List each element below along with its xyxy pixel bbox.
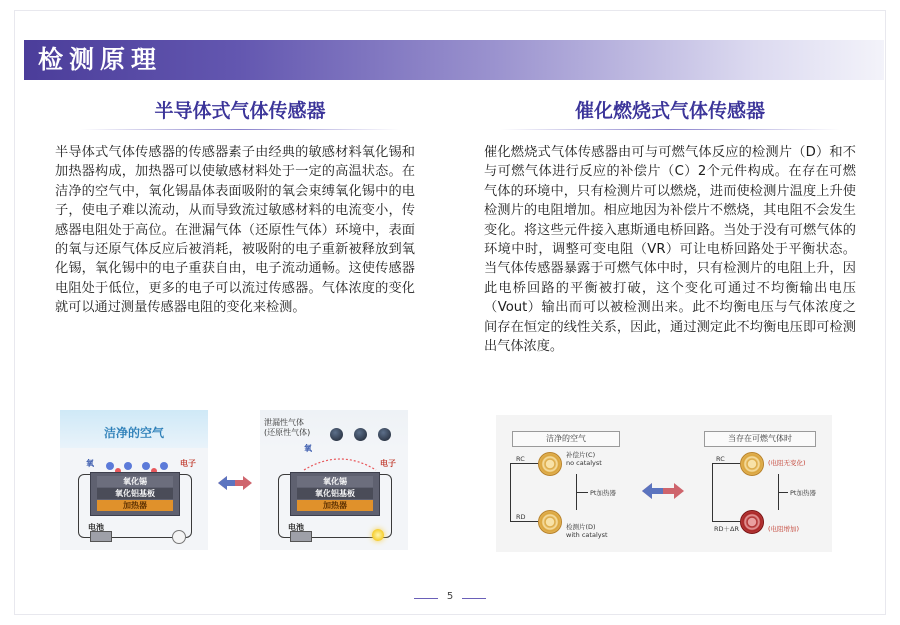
rc-label: RC: [716, 455, 725, 463]
gas-molecule: [378, 428, 391, 441]
bulb-off-icon: [172, 530, 186, 544]
tin-oxide-layer: 氧化锡: [97, 476, 173, 487]
clean-air-panel: [60, 410, 208, 550]
page-number-line-right: [462, 598, 486, 599]
heater-layer: 加热器: [97, 500, 173, 511]
increase-label: (电阻增加): [768, 525, 800, 533]
tin-oxide-layer: 氧化锡: [297, 476, 373, 487]
rc-label: RC: [516, 455, 525, 463]
oxygen-dot: [142, 462, 150, 470]
page-number: 5: [446, 591, 454, 602]
bulb-lit-icon: [372, 529, 384, 541]
semiconductor-section-title: 半导体式气体传感器: [154, 100, 326, 122]
alumina-substrate-layer: 氧化铝基板: [97, 488, 173, 499]
electron-label: 电子: [180, 459, 196, 468]
pt-heater-label: Pt加热器: [790, 489, 816, 497]
rd-label: RD: [516, 513, 526, 521]
double-arrow-icon: [218, 476, 252, 490]
battery-label: 电池: [88, 523, 104, 532]
catalytic-title-underline: [500, 129, 840, 130]
semiconductor-diagram: [60, 410, 408, 550]
sensor-element: [90, 472, 180, 516]
gas-molecule: [354, 428, 367, 441]
oxygen-label: 氧: [304, 444, 312, 453]
clean-air-label: 洁净的空气: [103, 426, 164, 440]
pt-heater-label: Pt加热器: [590, 489, 616, 497]
no-change-label: (电阻无变化): [768, 459, 806, 467]
heater-layer: 加热器: [297, 500, 373, 511]
detector-coil-hot-icon: [740, 510, 764, 534]
compensator-coil-icon: [740, 452, 764, 476]
oxygen-label: 氧: [86, 459, 94, 468]
sensor-element: [290, 472, 380, 516]
electron-flow-arc: [300, 454, 380, 472]
detector-label: 检测片(D) with catalyst: [566, 523, 608, 539]
electron-label: 电子: [380, 459, 396, 468]
reducing-gas-panel: [260, 410, 408, 550]
page-title: 检测原理: [38, 45, 163, 74]
oxygen-dot: [124, 462, 132, 470]
catalytic-diagram: [496, 415, 832, 552]
double-arrow-icon: [642, 483, 684, 499]
combustible-gas-box: 当存在可燃气体时: [704, 431, 816, 447]
oxygen-dot: [160, 462, 168, 470]
oxygen-dot: [106, 462, 114, 470]
rd-delta-label: RD＋ΔR: [714, 525, 739, 533]
alumina-substrate-layer: 氧化铝基板: [297, 488, 373, 499]
semiconductor-title-underline: [80, 129, 400, 130]
gas-molecule: [330, 428, 343, 441]
catalytic-body-text: 催化燃烧式气体传感器由可与可燃气体反应的检测片（D）和不与可燃气体进行反应的补偿片（C）2个元件构成。在存在可燃气体的环境中，只有检测片可以燃烧，进而使检测片温度上升使检测片的电阻增加。相应地因为补偿片不燃烧，其电阻不会发生变化。将这些元件接入惠斯通电桥回路。当处于没有可燃气体的环境中时，调整可变电阻（VR）可让电桥回路处于平衡状态。当气体传感器暴露于可燃气体中时，只有检测片的电阻上升，因此电桥回路的平衡被打破，这个变化可通过不均衡输出电压（Vout）输出而可以被检测出来。此不均衡电压与气体浓度之间存在恒定的线性关系，因此，通过测定此不均衡电压即可检测出气体浓度。: [484, 145, 856, 355]
clean-air-box: 洁净的空气: [512, 431, 620, 447]
compensator-label: 补偿片(C) no catalyst: [566, 451, 602, 467]
reducing-gas-label: 泄漏性气体 (还原性气体): [264, 418, 311, 437]
semiconductor-body-text: 半导体式气体传感器的传感器素子由经典的敏感材料氧化锡和加热器构成，加热器可以使敏感材料处于一定的高温状态。在洁净的空气中，氧化锡晶体表面吸附的氧会束缚氧化锡中的电子，使电子难以流动，从而导致流过敏感材料的电流变小，传感器电阻处于高位。在泄漏气体（还原性气体）环境中，表面的氧与还原气体反应后被消耗，被吸附的电子重新被释放到氧化锡，氧化锡中的电子重获自由，电子流动通畅。这使传感器电阻处于低位，更多的电子可以流过传感器。气体浓度的变化就可以通过测量传感器电阻的变化来检测。: [55, 145, 415, 316]
detector-coil-icon: [538, 510, 562, 534]
battery-label: 电池: [288, 523, 304, 532]
catalytic-section-title: 催化燃烧式气体传感器: [574, 100, 765, 122]
compensator-coil-icon: [538, 452, 562, 476]
